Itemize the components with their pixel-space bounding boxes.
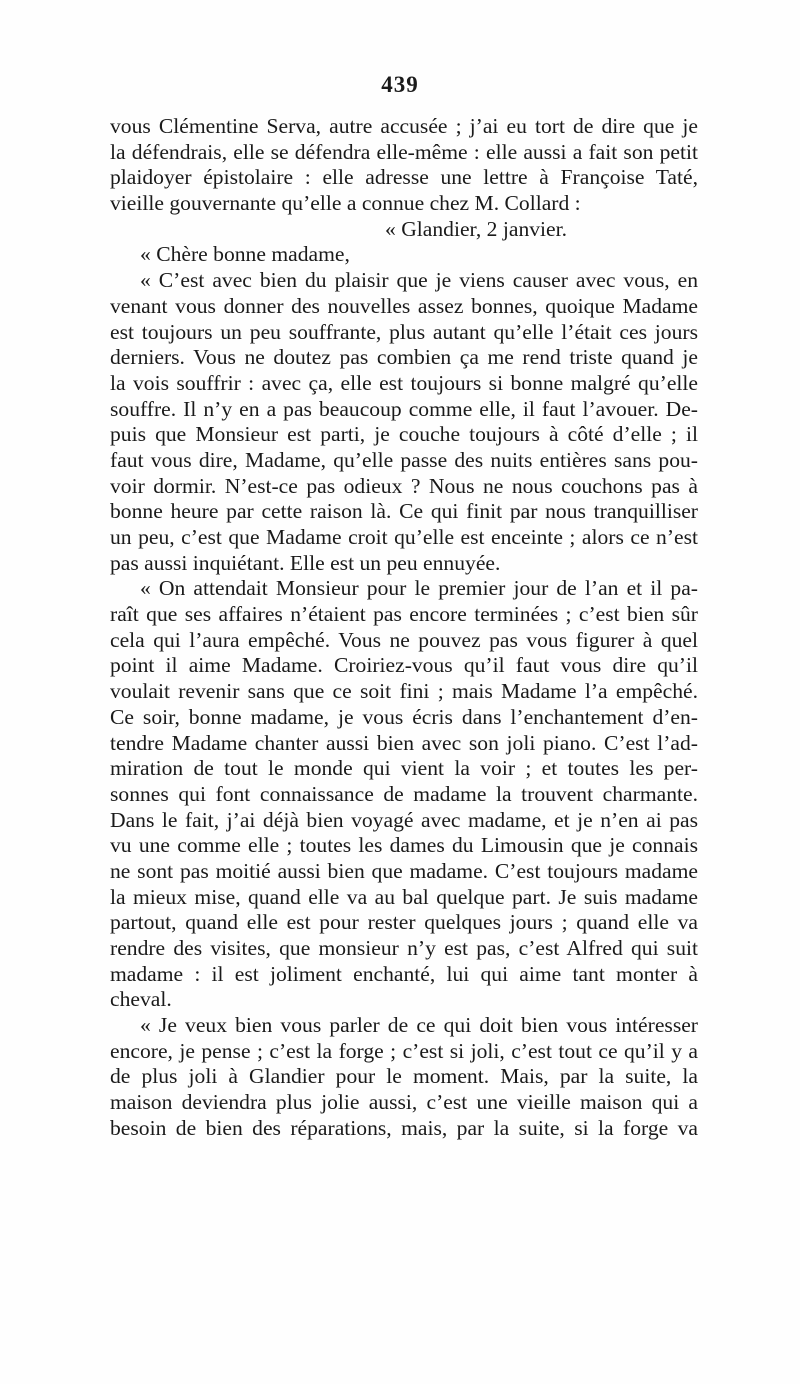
text-line: un peu, c’est que Madame croit qu’elle est enceinte ; alors ce n’est bbox=[110, 525, 698, 549]
text-line: ne sont pas moitié aussi bien que madame. C’est toujours madame bbox=[110, 858, 698, 883]
text-line: tendre Madame chanter aussi bien avec son joli piano. C’est l’ad- bbox=[110, 730, 698, 755]
text-line: faut vous dire, Madame, qu’elle passe des nuits entières sans pou- bbox=[110, 447, 698, 472]
text-line: voir dormir. N’est-ce pas odieux ? Nous ne nous couchons pas à bbox=[110, 473, 698, 498]
text-line: bonne heure par cette raison là. Ce qui finit par nous tranquilliser bbox=[110, 499, 698, 524]
text-line: venant vous donner des nouvelles assez bonnes, quoique Madame bbox=[110, 293, 698, 318]
text-line: madame : il est joliment enchanté, lui qui aime tant monter à bbox=[110, 961, 698, 986]
text-line: « Glandier, 2 janvier. bbox=[385, 216, 568, 241]
text-line: pas aussi inquiétant. Elle est un peu ennuyée. bbox=[110, 550, 501, 575]
text-line: vous Clémentine Serva, autre accusée ; j’ai eu tort de dire que je bbox=[110, 114, 698, 138]
text-line: Ce soir, bonne madame, je vous écris dans l’enchantement d’en- bbox=[110, 704, 698, 729]
body-text bbox=[110, 114, 698, 1142]
text-line: la vois souffrir : avec ça, elle est toujours si bonne malgré qu’elle bbox=[110, 370, 698, 395]
text-line: partout, quand elle est pour rester quelques jours ; quand elle va bbox=[110, 910, 698, 935]
page-number: 439 bbox=[381, 72, 419, 97]
text-line: « Je veux bien vous parler de ce qui doit bien vous intéresser bbox=[140, 1013, 698, 1038]
text-line: la mieux mise, quand elle va au bal quelque part. Je suis madame bbox=[110, 884, 698, 909]
text-line: miration de tout le monde qui vient la voir ; et toutes les per- bbox=[110, 756, 698, 781]
text-line: souffre. Il n’y en a pas beaucoup comme elle, il faut l’avouer. De- bbox=[110, 396, 698, 421]
text-line: Dans le fait, j’ai déjà bien voyagé avec madame, et je n’en ai pas bbox=[110, 807, 698, 832]
text-line: voulait revenir sans que ce soit fini ; mais Madame l’a empêché. bbox=[110, 679, 698, 704]
text-line: puis que Monsieur est parti, je couche toujours à côté d’elle ; il bbox=[110, 422, 698, 447]
text-line: « C’est avec bien du plaisir que je viens causer avec vous, en bbox=[140, 268, 698, 293]
text-line: raît que ses affaires n’étaient pas encore terminées ; c’est bien sûr bbox=[110, 602, 698, 627]
text-line: sonnes qui font connaissance de madame la trouvent charmante. bbox=[110, 781, 698, 806]
text-line: maison deviendra plus jolie aussi, c’est une vieille maison qui a bbox=[110, 1090, 698, 1115]
text-line: « On attendait Monsieur pour le premier jour de l’an et il pa- bbox=[140, 576, 698, 601]
text-line: est toujours un peu souffrante, plus autant qu’elle l’était ces jours bbox=[110, 319, 698, 344]
text-line: « Chère bonne madame, bbox=[140, 242, 350, 267]
text-line: rendre des visites, que monsieur n’y est pas, c’est Alfred qui suit bbox=[110, 936, 698, 960]
text-line: encore, je pense ; c’est la forge ; c’est si joli, c’est tout ce qu’il y a bbox=[110, 1038, 698, 1063]
text-line: vieille gouvernante qu’elle a connue chez M. Collard : bbox=[110, 191, 581, 216]
text-line: derniers. Vous ne doutez pas combien ça me rend triste quand je bbox=[110, 345, 698, 370]
text-line: point il aime Madame. Croiriez-vous qu’il faut vous dire qu’il bbox=[110, 653, 698, 678]
text-line: cela qui l’aura empêché. Vous ne pouvez pas vous figurer à quel bbox=[110, 627, 698, 652]
text-line: vu une comme elle ; toutes les dames du Limousin que je connais bbox=[110, 833, 698, 858]
text-line: de plus joli à Glandier pour le moment. Mais, par la suite, la bbox=[110, 1064, 698, 1089]
text-line: plaidoyer épistolaire : elle adresse une lettre à Françoise Taté, bbox=[110, 165, 698, 190]
text-line: besoin de bien des réparations, mais, par la suite, si la forge va bbox=[110, 1115, 698, 1140]
text-line: la défendrais, elle se défendra elle-même : elle aussi a fait son petit bbox=[110, 139, 698, 164]
text-line: cheval. bbox=[110, 987, 172, 1012]
